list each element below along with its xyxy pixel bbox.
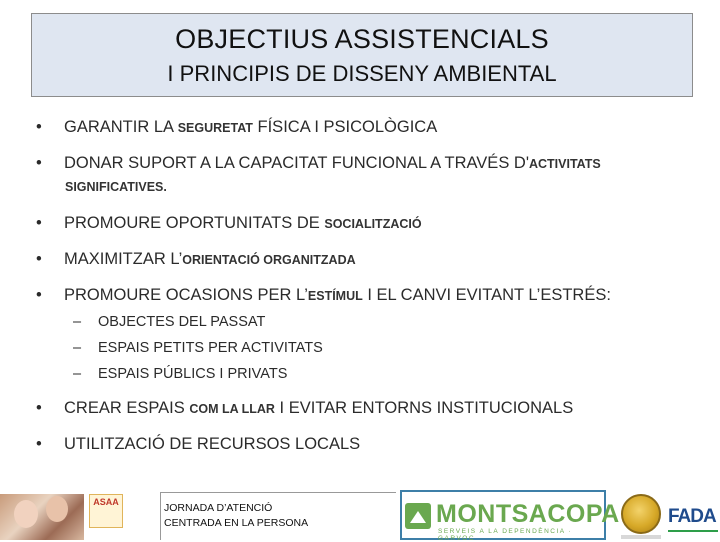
- bullet-emphasis: SOCIALITZACIÓ: [324, 217, 422, 231]
- bullet-text: MAXIMITZAR L’: [64, 250, 183, 268]
- bullet-text: CREAR ESPAIS: [64, 399, 190, 417]
- montsacopa-name: MONTSACOPA: [436, 500, 620, 528]
- jornada-caption: [160, 492, 396, 540]
- bullet-item: [36, 154, 601, 173]
- bullet-dot-icon: •: [36, 399, 42, 417]
- bullet-emphasis: SEGURETAT: [177, 121, 253, 135]
- bullet-emphasis: ORIENTACIÓ ORGANITZADA: [182, 253, 356, 267]
- slide-title: OBJECTIUS ASSISTENCIALS: [175, 24, 549, 54]
- montsacopa-logo: [400, 490, 620, 542]
- bullet-text: UTILITZACIÓ DE RECURSOS LOCALS: [64, 435, 361, 453]
- mountain-icon: [405, 503, 431, 529]
- sub-item: [73, 366, 287, 382]
- sub-item-text: ESPAIS PETITS PER ACTIVITATS: [98, 340, 323, 356]
- bullet-text: DONAR SUPORT A LA CAPACITAT FUNCIONAL A TRAVÉS D': [64, 154, 529, 172]
- sub-item: [73, 340, 323, 356]
- asaa-logo: [89, 494, 123, 528]
- face-shape: [14, 500, 38, 528]
- bullet-dot-icon: •: [36, 286, 42, 304]
- bullet-item: [36, 214, 422, 233]
- bullet-text: I EL CANVI EVITANT L’ESTRÉS:: [362, 286, 611, 304]
- face-shape: [46, 496, 68, 522]
- montsacopa-tagline: SERVEIS A LA DEPENDÈNCIA · GARVOC: [438, 528, 573, 542]
- bullet-text: GARANTIR LA: [64, 118, 178, 136]
- bullet-item: [36, 118, 437, 137]
- seal-base: [621, 535, 661, 539]
- bullet-text: PROMOURE OCASIONS PER L’: [64, 286, 308, 304]
- bullet-dot-icon: •: [36, 118, 42, 136]
- bullet-dot-icon: •: [36, 250, 42, 268]
- bullet-text: PROMOURE OPORTUNITATS DE: [64, 214, 325, 232]
- fada-logo-text: FADA: [668, 506, 716, 527]
- jornada-line: JORNADA D’ATENCIÓ: [164, 502, 273, 514]
- dash-icon: –: [73, 366, 82, 382]
- bullet-item: [36, 286, 611, 305]
- bullet-emphasis: ACTIVITATS: [528, 157, 601, 171]
- bullet-item: [36, 250, 356, 269]
- bullet-continuation: SIGNIFICATIVES.: [65, 180, 167, 194]
- title-box: [31, 13, 693, 97]
- bullet-text: FÍSICA I PSICOLÒGICA: [252, 118, 438, 136]
- fada-logo: [668, 506, 720, 540]
- bullet-emphasis: ESTÍMUL: [307, 289, 363, 303]
- sub-item-text: ESPAIS PÚBLICS I PRIVATS: [98, 366, 288, 382]
- bullet-dot-icon: •: [36, 154, 42, 172]
- slide-subtitle: I PRINCIPIS DE DISSENY AMBIENTAL: [167, 61, 557, 86]
- sub-item: [73, 314, 265, 330]
- asaa-logo-text: ASAA: [93, 497, 119, 507]
- bullet-dot-icon: •: [36, 435, 42, 453]
- bullet-item: [36, 435, 360, 454]
- bullet-emphasis: COM LA LLAR: [189, 402, 275, 416]
- bullet-text: I EVITAR ENTORNS INSTITUCIONALS: [274, 399, 574, 417]
- fada-underline: [668, 530, 718, 532]
- elderly-people-photo: [0, 494, 84, 540]
- bullet-item: [36, 399, 573, 418]
- sub-item-text: OBJECTES DEL PASSAT: [98, 314, 266, 330]
- jornada-line: CENTRADA EN LA PERSONA: [164, 517, 309, 529]
- bullet-dot-icon: •: [36, 214, 42, 232]
- gold-seal-icon: [621, 494, 661, 534]
- dash-icon: –: [73, 314, 82, 330]
- dash-icon: –: [73, 340, 82, 356]
